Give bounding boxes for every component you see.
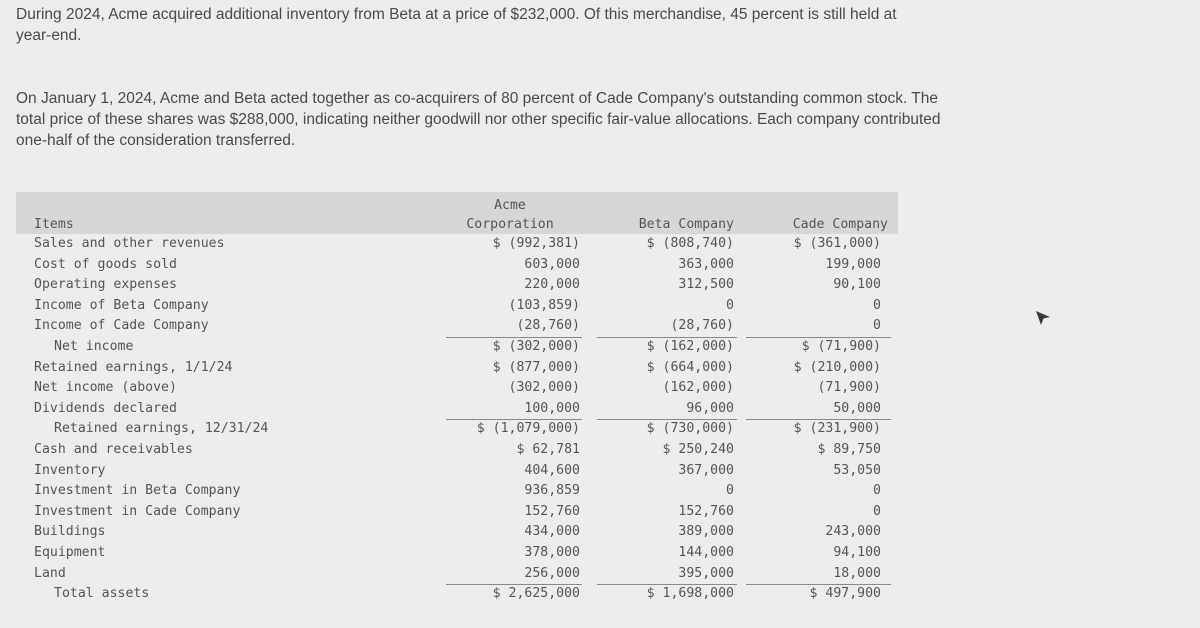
row-label: Cost of goods sold <box>34 256 177 272</box>
table-header <box>16 192 898 234</box>
cell-cade: 50,000 <box>833 400 881 416</box>
total-rule <box>446 419 582 420</box>
cell-cade: 0 <box>873 503 881 519</box>
row-label: Dividends declared <box>34 400 177 416</box>
cell-beta: $ 250,240 <box>662 441 734 457</box>
paragraph-line: On January 1, 2024, Acme and Beta acted together as co-acquirers of 80 percent of Cade Company's outstanding common stock. The <box>16 90 939 107</box>
cell-acme: 256,000 <box>524 565 580 581</box>
total-rule <box>746 584 891 585</box>
table-row <box>16 275 898 296</box>
cell-beta: 0 <box>726 297 734 313</box>
cell-beta: 367,000 <box>678 462 734 478</box>
cell-cade: 199,000 <box>825 256 881 272</box>
header-beta: Beta Company <box>638 217 734 232</box>
cell-acme: 378,000 <box>524 544 580 560</box>
row-label: Inventory <box>34 462 106 478</box>
cell-acme: $ (302,000) <box>492 338 580 354</box>
cell-acme: $ (1,079,000) <box>476 421 580 437</box>
cell-beta: 312,500 <box>678 277 734 293</box>
row-label: Total assets <box>54 586 150 602</box>
cell-acme: 434,000 <box>524 524 580 540</box>
paragraph-line: During 2024, Acme acquired additional inventory from Beta at a price of $232,000. Of this merchandise, 45 percent is still held at <box>16 6 897 23</box>
row-label: Income of Cade Company <box>34 318 209 334</box>
total-rule <box>597 584 737 585</box>
table-row <box>16 564 898 585</box>
cell-cade: 90,100 <box>833 277 881 293</box>
total-rule <box>746 337 891 338</box>
cell-beta: 152,760 <box>678 503 734 519</box>
row-label: Retained earnings, 12/31/24 <box>54 421 269 437</box>
cell-acme: $ (877,000) <box>492 359 580 375</box>
mouse-pointer-icon <box>1034 308 1052 326</box>
row-label: Retained earnings, 1/1/24 <box>34 359 233 375</box>
table-body <box>16 234 898 605</box>
table-row <box>16 337 898 358</box>
table-row <box>16 584 898 605</box>
cell-acme: 603,000 <box>524 256 580 272</box>
cell-cade: $ (71,900) <box>801 338 881 354</box>
cell-beta: 144,000 <box>678 544 734 560</box>
table-row <box>16 461 898 482</box>
cell-acme: 936,859 <box>524 483 580 499</box>
cell-beta: (28,760) <box>670 318 734 334</box>
header-items: Items <box>34 217 74 232</box>
row-label: Operating expenses <box>34 277 177 293</box>
row-label: Cash and receivables <box>34 441 193 457</box>
table-row <box>16 440 898 461</box>
table-row <box>16 522 898 543</box>
cell-cade: 18,000 <box>833 565 881 581</box>
cell-acme: $ 2,625,000 <box>492 586 580 602</box>
cell-acme: $ (992,381) <box>492 236 580 251</box>
cell-beta: $ (730,000) <box>646 421 734 437</box>
total-rule <box>446 337 582 338</box>
cell-beta: 363,000 <box>678 256 734 272</box>
cell-acme: 404,600 <box>524 462 580 478</box>
cell-cade: $ 497,900 <box>809 586 881 602</box>
cell-acme: 152,760 <box>524 503 580 519</box>
cell-cade: 243,000 <box>825 524 881 540</box>
row-label: Investment in Beta Company <box>34 483 241 499</box>
table-row <box>16 481 898 502</box>
intro-paragraph-acquisition <box>16 88 1200 151</box>
cell-cade: $ (210,000) <box>793 359 881 375</box>
cell-cade: $ 89,750 <box>817 441 881 457</box>
cell-beta: 0 <box>726 483 734 499</box>
cell-cade: 0 <box>873 318 881 334</box>
row-label: Sales and other revenues <box>34 236 225 251</box>
row-label: Net income <box>54 338 134 354</box>
cell-cade: $ (231,900) <box>793 421 881 437</box>
cell-beta: 96,000 <box>686 400 734 416</box>
intro-paragraph-inventory <box>16 4 1200 46</box>
cell-cade: 0 <box>873 483 881 499</box>
header-cade: Cade Company <box>792 217 888 232</box>
cell-acme: (28,760) <box>516 318 580 334</box>
cell-beta: $ (162,000) <box>646 338 734 354</box>
cell-beta: (162,000) <box>662 380 734 396</box>
header-acme-line2: Corporation <box>466 217 554 232</box>
table-row <box>16 358 898 379</box>
table-row <box>16 316 898 337</box>
cell-acme: 220,000 <box>524 277 580 293</box>
header-acme-line1: Acme <box>494 198 526 213</box>
cell-beta: $ (664,000) <box>646 359 734 375</box>
cell-acme: (103,859) <box>508 297 580 313</box>
table-row <box>16 543 898 564</box>
row-label: Land <box>34 565 66 581</box>
cell-cade: $ (361,000) <box>793 236 881 251</box>
cell-beta: $ (808,740) <box>646 236 734 251</box>
table-row <box>16 399 898 420</box>
row-label: Buildings <box>34 524 106 540</box>
paragraph-line: one-half of the consideration transferred. <box>16 132 296 149</box>
table-row <box>16 296 898 317</box>
cell-cade: 94,100 <box>833 544 881 560</box>
table-row <box>16 255 898 276</box>
table-row <box>16 378 898 399</box>
cell-acme: $ 62,781 <box>516 441 580 457</box>
cell-beta: 389,000 <box>678 524 734 540</box>
header-acme <box>440 196 580 234</box>
row-label: Equipment <box>34 544 106 560</box>
row-label: Income of Beta Company <box>34 297 209 313</box>
paragraph-line: total price of these shares was $288,000, indicating neither goodwill nor other specific fair-value allocations. Each company contributed <box>16 111 941 128</box>
table-row <box>16 419 898 440</box>
paragraph-line: year-end. <box>16 27 82 44</box>
total-rule <box>597 419 737 420</box>
cell-acme: (302,000) <box>508 380 580 396</box>
table-row <box>16 502 898 523</box>
cell-cade: 53,050 <box>833 462 881 478</box>
row-label: Investment in Cade Company <box>34 503 241 519</box>
cell-beta: $ 1,698,000 <box>646 586 734 602</box>
table-row <box>16 234 898 255</box>
total-rule <box>746 419 891 420</box>
total-rule <box>597 337 737 338</box>
cell-acme: 100,000 <box>524 400 580 416</box>
total-rule <box>446 584 582 585</box>
cell-beta: 395,000 <box>678 565 734 581</box>
cell-cade: 0 <box>873 297 881 313</box>
row-label: Net income (above) <box>34 380 177 396</box>
financial-statements-table <box>16 192 898 605</box>
cell-cade: (71,900) <box>817 380 881 396</box>
